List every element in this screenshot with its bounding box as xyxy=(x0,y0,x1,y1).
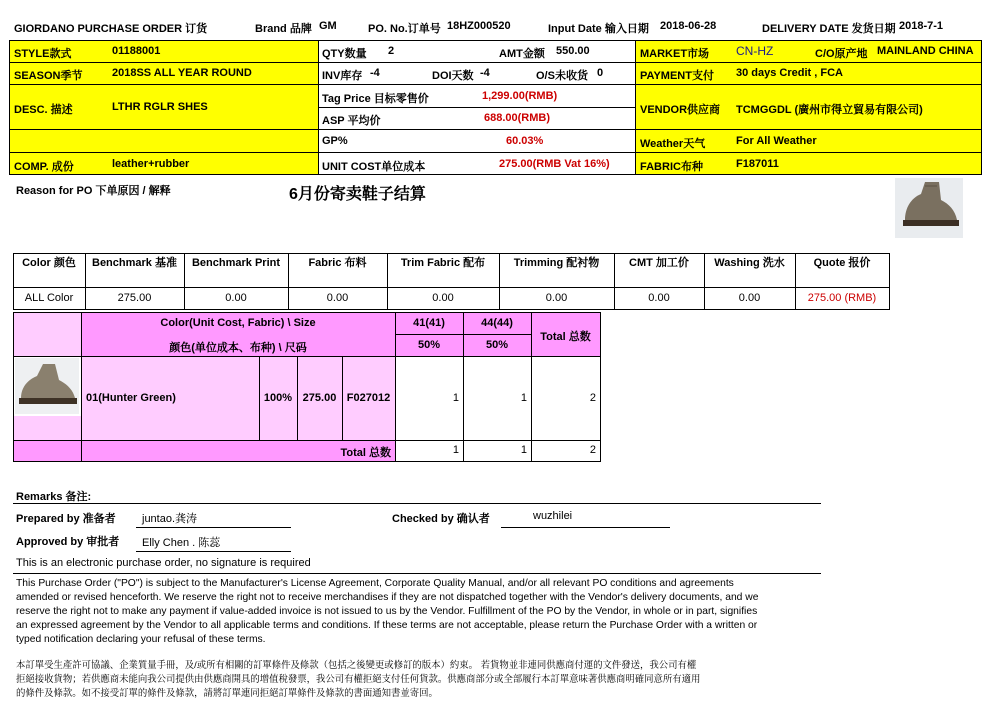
input-date-value: 2018-06-28 xyxy=(660,20,717,32)
signature-line xyxy=(136,527,291,528)
cell-cmt: 0.00 xyxy=(648,292,670,304)
amt-value: 550.00 xyxy=(556,45,590,57)
row-color-name: 01(Hunter Green) xyxy=(86,392,176,404)
footer-total-label: Total 总数 xyxy=(340,447,391,459)
size-header-line2: 颜色(单位成本、布种) \ 尺码 xyxy=(169,342,307,354)
hdr-quote: Quote 报价 xyxy=(813,257,871,269)
divider xyxy=(13,573,821,574)
prepared-label: Prepared by 准备者 xyxy=(16,513,116,525)
prepared-value: juntao.龚涛 xyxy=(142,513,198,525)
divider xyxy=(9,84,982,85)
cell-trimming: 0.00 xyxy=(545,292,568,304)
reason-label: Reason for PO 下单原因 / 解释 xyxy=(16,185,171,197)
divider xyxy=(9,62,982,63)
qty-value: 2 xyxy=(388,45,395,57)
tag-price-value: 1,299.00(RMB) xyxy=(482,90,558,102)
tag-price-label: Tag Price 目标零售价 xyxy=(322,93,429,105)
terms-zh-line: 的條件及條款。如不接受訂單的條件及條款，請將訂單連同拒絕訂單條件及條款的書面通知書並寄回。 xyxy=(16,687,438,698)
cell-color: ALL Color xyxy=(24,292,74,304)
style-label: STYLE款式 xyxy=(14,48,72,60)
doi-value: -4 xyxy=(480,67,490,79)
cell-benchmark: 275.00 xyxy=(117,292,152,304)
unit-cost-value: 275.00(RMB Vat 16%) xyxy=(499,158,610,170)
size-44-ratio: 50% xyxy=(485,339,509,351)
size-total-header: Total 总数 xyxy=(540,331,591,343)
comp-label: COMP. 成份 xyxy=(14,161,74,173)
checked-label: Checked by 确认者 xyxy=(392,513,490,525)
row-total: 2 xyxy=(589,392,596,404)
approved-label: Approved by 审批者 xyxy=(16,536,120,548)
desc-value: LTHR RGLR SHES xyxy=(112,101,208,113)
season-label: SEASON季节 xyxy=(14,70,83,82)
divider xyxy=(9,129,982,130)
divider xyxy=(13,287,890,288)
terms-en-line: an expressed agreement by the Vendor to all applicable terms and conditions. If these terms are not acceptable, please return the Purchase Order with a written or xyxy=(16,620,758,631)
cell-fabric: 0.00 xyxy=(326,292,349,304)
footer-qty-41: 1 xyxy=(452,444,459,456)
terms-en-line: reserve the right not to make any payment if value-added invoice is not issued to us by the Vendor. Fulfillment of the PO by the Vendor, in whole or in part, signifies xyxy=(16,606,758,617)
divider xyxy=(81,312,82,461)
size-header-line1: Color(Unit Cost, Fabric) \ Size xyxy=(160,317,316,329)
asp-value: 688.00(RMB) xyxy=(484,112,551,124)
asp-label: ASP 平均价 xyxy=(322,115,381,127)
terms-en-line: amended or revised henceforth. We reserve the right not to receive merchandises if they are not dispatched together with the Vendor's delivery documents, and we xyxy=(16,592,759,603)
remarks-label: Remarks 备注: xyxy=(16,491,92,503)
inv-label: INV库存 xyxy=(322,70,363,82)
desc-label: DESC. 描述 xyxy=(14,104,73,116)
checked-value: wuzhilei xyxy=(533,510,573,522)
color-swatch-photo xyxy=(15,358,79,414)
terms-en-line: typed notification declaring your refusal of these terms. xyxy=(16,634,266,645)
divider xyxy=(318,40,319,175)
cell-trim-fabric: 0.00 xyxy=(432,292,454,304)
po-number-value: 18HZ000520 xyxy=(447,20,511,32)
terms-zh-line: 本訂單受生產許可協議、企業質量手冊，及/或所有相關的訂單條件及條款（包括之後變更或修訂的版本）約束。 若貨物並非連同供應商付運的文件發送，我公司有權 xyxy=(16,659,697,670)
divider xyxy=(13,503,821,504)
payment-label: PAYMENT支付 xyxy=(640,70,714,82)
delivery-date-label: DELIVERY DATE 发货日期 xyxy=(762,23,896,35)
divider xyxy=(463,312,464,461)
brand-value: GM xyxy=(319,20,337,32)
vendor-label: VENDOR供应商 xyxy=(640,104,721,116)
cell-quote: 275.00 (RMB) xyxy=(807,292,877,304)
terms-en-line: This Purchase Order ("PO") is subject to the Manufacturer's License Agreement, Corporate Quality Manual, and/or all relevant PO conditions and agreements xyxy=(16,578,734,589)
inv-value: -4 xyxy=(370,67,380,79)
signature-line xyxy=(501,527,670,528)
gp-value: 60.03% xyxy=(506,135,544,147)
terms-chinese xyxy=(16,658,700,700)
style-value: 01188001 xyxy=(112,45,161,57)
signature-line xyxy=(136,551,291,552)
divider xyxy=(13,356,601,357)
cell-benchmark-print: 0.00 xyxy=(225,292,247,304)
input-date-label: Input Date 输入日期 xyxy=(548,23,649,35)
approved-value: Elly Chen . 陈蕊 xyxy=(142,537,221,549)
market-label: MARKET市场 xyxy=(640,48,710,60)
vendor-value: TCMGGDL (廣州市得立貿易有限公司) xyxy=(736,104,923,116)
size-41: 41(41) xyxy=(413,317,445,329)
hdr-trimming: Trimming 配衬物 xyxy=(513,257,600,269)
footer-total: 2 xyxy=(589,444,596,456)
size-44: 44(44) xyxy=(481,317,513,329)
os-value: 0 xyxy=(597,67,604,79)
origin-label: C/O原产地 xyxy=(815,48,868,60)
fabric-label: FABRIC布种 xyxy=(640,161,703,173)
hdr-color: Color 颜色 xyxy=(22,257,76,269)
doi-label: DOI天数 xyxy=(432,70,474,82)
row-qty-41: 1 xyxy=(452,392,459,404)
cell-washing: 0.00 xyxy=(738,292,761,304)
payment-value: 30 days Credit , FCA xyxy=(736,67,843,79)
size-41-ratio: 50% xyxy=(417,339,441,351)
divider xyxy=(395,312,396,461)
amt-label: AMT金额 xyxy=(499,48,545,60)
row-qty-44: 1 xyxy=(520,392,527,404)
hdr-cmt: CMT 加工价 xyxy=(629,257,689,269)
weather-value: For All Weather xyxy=(736,135,817,147)
electronic-note: This is an electronic purchase order, no signature is required xyxy=(16,557,311,569)
divider xyxy=(318,107,635,108)
hdr-benchmark: Benchmark 基准 xyxy=(92,257,177,269)
row-unit-cost: 275.00 xyxy=(302,392,337,404)
hdr-washing: Washing 洗水 xyxy=(714,257,785,269)
hdr-trim-fabric: Trim Fabric 配布 xyxy=(400,257,486,269)
unit-cost-label: UNIT COST单位成本 xyxy=(322,161,426,173)
terms-zh-line: 拒絕接收貨物；若供應商未能向我公司提供由供應商開具的增值稅發票，我公司有權拒絕支付任何貨款。供應商部分或全部履行本訂單意味著供應商明確同意所有適用 xyxy=(16,673,701,684)
qty-label: QTY数量 xyxy=(322,48,367,60)
origin-value: MAINLAND CHINA xyxy=(877,45,974,57)
fabric-value: F187011 xyxy=(736,158,779,170)
divider xyxy=(13,440,601,441)
divider xyxy=(9,152,982,153)
reason-value: 6月份寄卖鞋子结算 xyxy=(289,186,426,203)
brand-label: Brand 品牌 xyxy=(255,23,312,35)
gp-label: GP% xyxy=(322,135,348,147)
os-label: O/S未收货 xyxy=(536,70,588,82)
market-value: CN-HZ xyxy=(736,44,774,58)
po-number-label: PO. No.订单号 xyxy=(368,23,441,35)
footer-qty-44: 1 xyxy=(520,444,527,456)
hdr-benchmark-print: Benchmark Print xyxy=(191,257,281,269)
divider xyxy=(635,40,636,175)
row-fabric: F027012 xyxy=(346,392,391,404)
product-photo xyxy=(895,178,963,238)
terms-english xyxy=(16,577,758,647)
row-color-pct: 100% xyxy=(263,392,293,404)
weather-label: Weather天气 xyxy=(640,138,706,150)
hdr-fabric: Fabric 布料 xyxy=(308,257,367,269)
season-value: 2018SS ALL YEAR ROUND xyxy=(112,67,252,79)
po-title: GIORDANO PURCHASE ORDER 订货 xyxy=(14,23,208,35)
delivery-date-value: 2018-7-1 xyxy=(899,20,944,32)
comp-value: leather+rubber xyxy=(112,158,190,170)
